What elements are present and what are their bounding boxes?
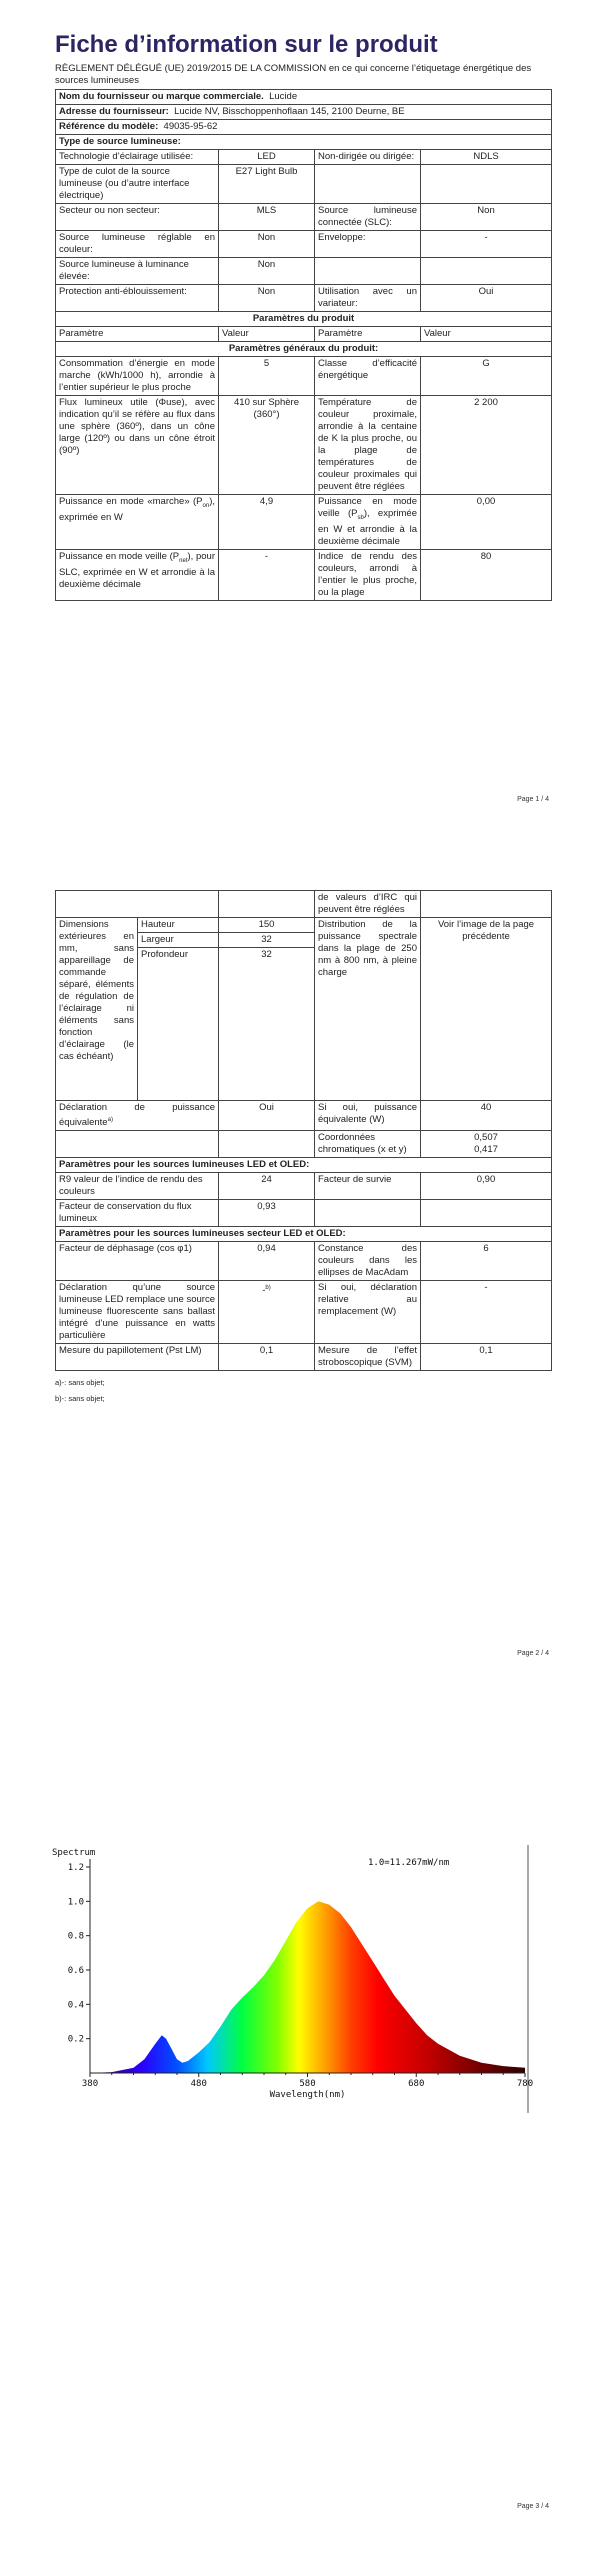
high-luminance-label: Source lumineuse à luminance élevée: <box>56 258 219 285</box>
model-reference-value: 49035-95-62 <box>163 121 218 132</box>
power-factor-value: 0,94 <box>219 1242 315 1281</box>
standby-power-label: Puissance en mode veille $(P_{sb})$, exprimée en W et arrondie à la deuxième décimale <box>315 495 421 550</box>
anti-glare-label: Protection anti-éblouissement: <box>56 285 219 312</box>
stroboscopic-label: Mesure de l’effet stroboscopique (SVM) <box>315 1344 421 1371</box>
section-header-row <box>56 312 552 327</box>
width-value: 32 <box>219 933 315 948</box>
x-tick-label: 380 <box>81 2079 99 2089</box>
section-header-row <box>56 342 552 357</box>
flicker-label: Mesure du papillotement (Pst LM) <box>56 1344 219 1371</box>
directional-label: Non-dirigée ou dirigée: <box>315 150 421 165</box>
y-tick-label: 1.2 <box>67 1863 84 1873</box>
equivalent-power-value: 40 <box>421 1101 552 1131</box>
height-value: 150 <box>219 918 315 933</box>
energy-consumption-label: Consommation d’énergie en mode marche (kWh/1000 h), arrondie à l’entier supérieur le plus proche <box>56 357 219 396</box>
y-tick-label: 0.6 <box>67 1966 84 1976</box>
y-tick-label: 0.2 <box>67 2034 84 2045</box>
spectrum-chart <box>50 1845 554 2145</box>
dimensions-label: Dimensions extérieures en mm, sans appareillage de commande séparé, éléments de régulation de l’éclairage ni éléments sans fonction d’éclairage (le cas échéant) <box>56 918 138 1101</box>
page-title: Fiche d’information sur le produit <box>55 31 438 58</box>
dimmable-value: Oui <box>421 285 552 312</box>
table-row <box>56 1281 552 1344</box>
colour-tuneable-label: Source lumineuse réglable en couleur: <box>56 231 219 258</box>
connected-source-value: Non <box>421 204 552 231</box>
table-row <box>56 258 552 285</box>
table-row <box>56 357 552 396</box>
equivalent-power-declaration-label: Déclaration de puissance équivalente$^{a)}$ <box>56 1101 219 1131</box>
x-tick-label: 680 <box>408 2079 425 2089</box>
page-number-1: Page 1 / 4 <box>517 796 549 803</box>
table-row <box>56 495 552 550</box>
value-column-header: Valeur <box>219 327 315 342</box>
on-mode-power-value: 4,9 <box>219 495 315 550</box>
table-row <box>56 1200 552 1227</box>
dimmable-label: Utilisation avec un variateur: <box>315 285 421 312</box>
table-row <box>56 1242 552 1281</box>
param-column-header: Paramètre <box>315 327 421 342</box>
table-row <box>56 285 552 312</box>
general-parameters-header: Paramètres généraux du produit: <box>56 342 552 357</box>
lighting-technology-value: LED <box>219 150 315 165</box>
supplier-address-label: Adresse du fournisseur: <box>59 106 169 117</box>
useful-flux-label: Flux lumineux utile (Φuse), avec indication qu’il se réfère au flux dans une sphère (360º), dans un cône large (120º) ou dans un cône étroit (90º) <box>56 396 219 495</box>
lumen-maintenance-value: 0,93 <box>219 1200 315 1227</box>
mains-value: MLS <box>219 204 315 231</box>
section-header-row <box>56 1158 552 1173</box>
table-row <box>56 1101 552 1131</box>
spectral-distribution-label: Distribution de la puissance spectrale dans la plage de 250 nm à 800 nm, à pleine charge <box>315 918 421 1101</box>
page-2 <box>55 890 551 1407</box>
replacement-claim-label: Si oui, déclaration relative au remplacement (W) <box>315 1281 421 1344</box>
supplier-name-value: Lucide <box>269 91 298 102</box>
r9-value: 24 <box>219 1173 315 1200</box>
supplier-address-value: Lucide NV, Bisschoppenhoflaan 145, 2100 Deurne, BE <box>174 106 405 117</box>
spectrum-area <box>90 1901 525 2073</box>
led-parameters-header: Paramètres pour les sources lumineuses LED et OLED: <box>56 1158 552 1173</box>
table-row <box>56 1131 552 1158</box>
equivalent-power-label: Si oui, puissance équivalente (W) <box>315 1101 421 1131</box>
power-factor-label: Facteur de déphasage (cos φ1) <box>56 1242 219 1281</box>
y-tick-label: 0.8 <box>67 1931 84 1942</box>
light-source-type-label: Type de source lumineuse: <box>56 135 552 150</box>
cap-type-value: E27 Light Bulb <box>219 165 315 204</box>
depth-label: Profondeur <box>138 948 219 1101</box>
page-number-3: Page 3 / 4 <box>517 2503 549 2510</box>
flicker-value: 0,1 <box>219 1344 315 1371</box>
networked-standby-value: - <box>219 549 315 600</box>
envelope-value: - <box>421 231 552 258</box>
chromaticity-label: Coordonnées chromatiques (x et y) <box>315 1131 421 1158</box>
lighting-technology-label: Technologie d’éclairage utilisée: <box>56 150 219 165</box>
light-source-type-row <box>56 135 552 150</box>
footnotes <box>55 1375 551 1407</box>
directional-value: NDLS <box>421 150 552 165</box>
model-reference-label: Référence du modèle: <box>59 121 159 132</box>
high-luminance-value: Non <box>219 258 315 285</box>
page-number-2: Page 2 / 4 <box>517 1650 549 1657</box>
cri-value: 80 <box>421 549 552 600</box>
useful-flux-value: 410 sur Sphère (360°) <box>219 396 315 495</box>
product-info-table-part-1 <box>55 89 552 601</box>
chromaticity-value: 0,507 0,417 <box>421 1131 552 1158</box>
x-tick-label: 480 <box>190 2079 207 2089</box>
model-reference-row <box>56 120 552 135</box>
table-row <box>56 549 552 600</box>
table-row <box>56 204 552 231</box>
value-column-header: Valeur <box>421 327 552 342</box>
supplier-address-row <box>56 105 552 120</box>
mains-label: Secteur ou non secteur: <box>56 204 219 231</box>
table-row <box>56 231 552 258</box>
survival-factor-value: 0,90 <box>421 1173 552 1200</box>
table-row <box>56 891 552 918</box>
regulation-subtitle: RÈGLEMENT DÉLÉGUÉ (UE) 2019/2015 DE LA COMMISSION en ce qui concerne l’étiquetage énergétique des sources lumineuses <box>55 63 532 86</box>
equivalent-power-declaration-value: Oui <box>219 1101 315 1131</box>
connected-source-label: Source lumineuse connectée (SLC): <box>315 204 421 231</box>
y-tick-label: 0.4 <box>67 2000 84 2011</box>
spectrum-svg <box>50 1845 554 2145</box>
supplier-name-row <box>56 90 552 105</box>
table-row <box>56 165 552 204</box>
height-label: Hauteur <box>138 918 219 933</box>
x-tick-label: 580 <box>299 2079 316 2089</box>
mains-parameters-header: Paramètres pour les sources lumineuses secteur LED et OLED: <box>56 1227 552 1242</box>
table-row <box>56 1173 552 1200</box>
on-mode-power-label: Puissance en mode «marche» $(P_{on})$, exprimée en W <box>56 495 219 550</box>
width-label: Largeur <box>138 933 219 948</box>
stroboscopic-value: 0,1 <box>421 1344 552 1371</box>
anti-glare-value: Non <box>219 285 315 312</box>
lumen-maintenance-label: Facteur de conservation du flux lumineux <box>56 1200 219 1227</box>
product-parameters-header: Paramètres du produit <box>56 312 552 327</box>
table-row <box>56 1344 552 1371</box>
depth-value: 32 <box>219 948 315 1101</box>
supplier-name-label: Nom du fournisseur ou marque commerciale. <box>59 91 264 102</box>
chart-annotation: 1.0=11.267mW/nm <box>368 1858 450 1868</box>
param-column-header: Paramètre <box>56 327 219 342</box>
colour-temperature-label: Température de couleur proximale, arrondie à la centaine de K la plus proche, ou la plage de températures de couleur proximales qui peuvent être réglées <box>315 396 421 495</box>
cap-type-label: Type de culot de la source lumineuse (ou d’autre interface électrique) <box>56 165 219 204</box>
footnote-b: b)-: sans objet; <box>55 1394 105 1404</box>
table-row <box>56 150 552 165</box>
x-tick-label: 780 <box>516 2079 534 2089</box>
footnote-a: a)-: sans objet; <box>55 1378 105 1388</box>
cri-label: Indice de rendu des couleurs, arrondi à l’entier le plus proche, ou la plage <box>315 549 421 600</box>
spectral-distribution-value: Voir l’image de la page précédente <box>421 918 552 1101</box>
chart-title: Spectrum <box>52 1848 96 1858</box>
energy-class-value: G <box>421 357 552 396</box>
column-header-row <box>56 327 552 342</box>
x-axis-label: Wavelength(nm) <box>269 2090 346 2100</box>
macadam-value: 6 <box>421 1242 552 1281</box>
page-1 <box>55 30 551 601</box>
energy-class-label: Classe d’efficacité énergétique <box>315 357 421 396</box>
replacement-claim-value: - <box>421 1281 552 1344</box>
energy-consumption-value: 5 <box>219 357 315 396</box>
cri-label-continued: de valeurs d’IRC qui peuvent être réglées <box>315 891 421 918</box>
colour-tuneable-value: Non <box>219 231 315 258</box>
networked-standby-label: Puissance en mode veille $(P_{net})$, pour SLC, exprimée en W et arrondie à la deuxième décimale <box>56 549 219 600</box>
standby-power-value: 0,00 <box>421 495 552 550</box>
dimensions-row <box>56 918 552 933</box>
colour-temperature-value: 2 200 <box>421 396 552 495</box>
y-tick-label: 1.0 <box>67 1897 84 1908</box>
table-row <box>56 396 552 495</box>
macadam-label: Constance des couleurs dans les ellipses de MacAdam <box>315 1242 421 1281</box>
envelope-label: Enveloppe: <box>315 231 421 258</box>
replacement-declaration-label: Déclaration qu’une source lumineuse LED remplace une source lumineuse fluorescente sans ballast intégré d’une puissance en watts particulière <box>56 1281 219 1344</box>
section-header-row <box>56 1227 552 1242</box>
survival-factor-label: Facteur de survie <box>315 1173 421 1200</box>
replacement-declaration-value: -$^{b)}$ <box>219 1281 315 1344</box>
r9-label: R9 valeur de l’indice de rendu des couleurs <box>56 1173 219 1200</box>
product-info-table-part-2 <box>55 890 552 1371</box>
